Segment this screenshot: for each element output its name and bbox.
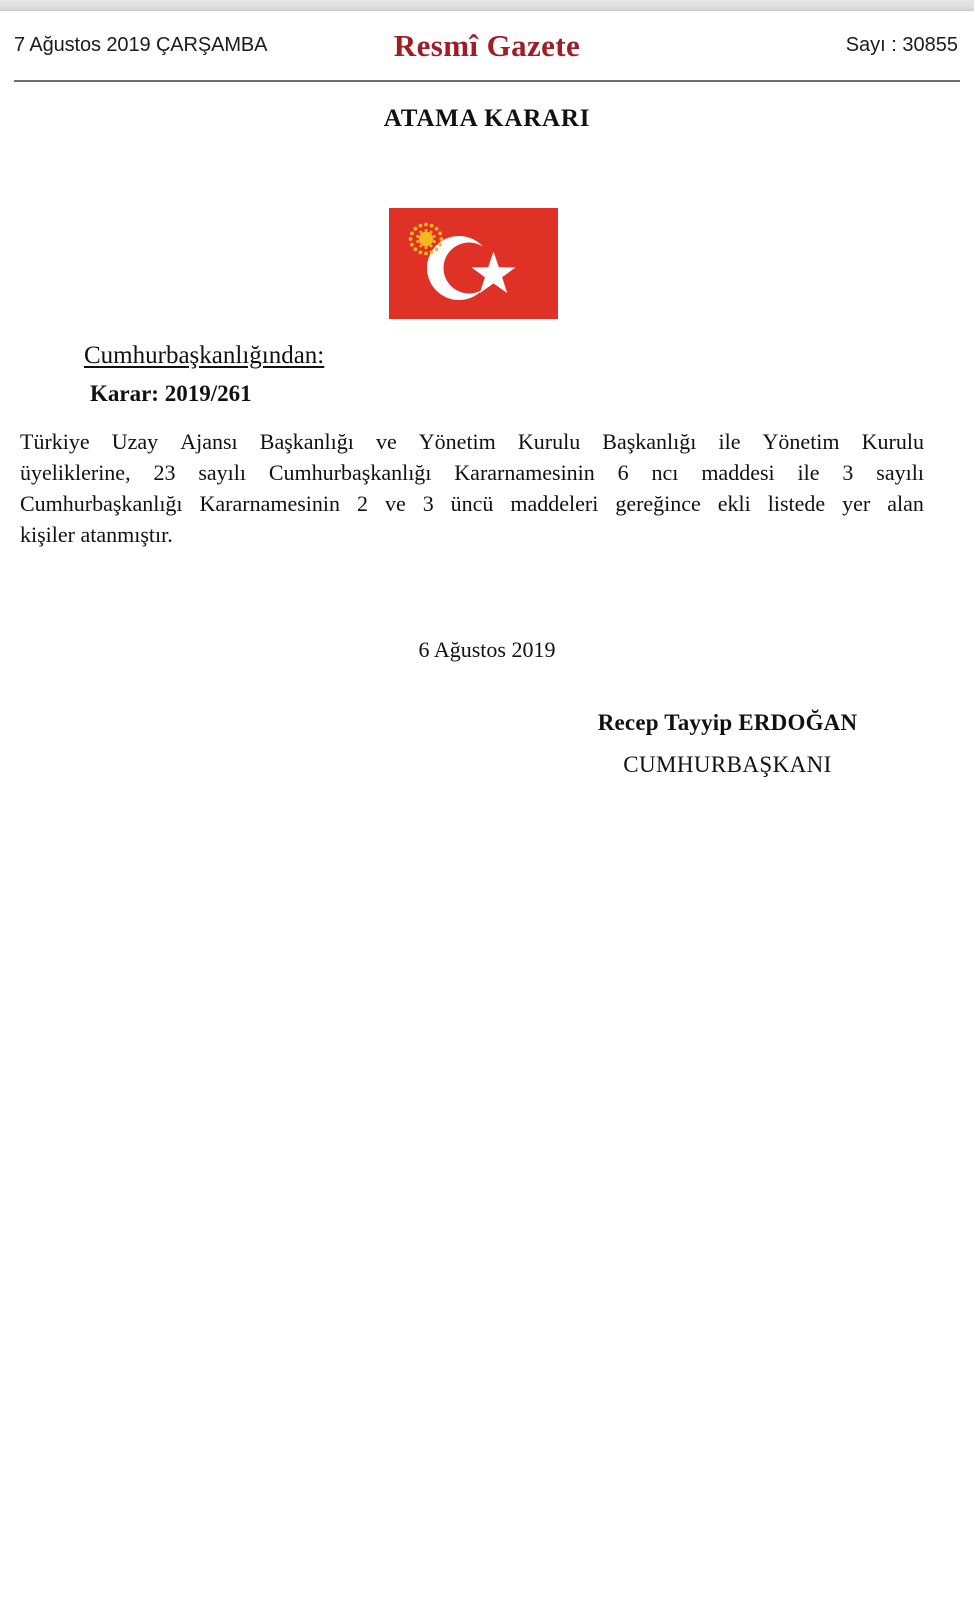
browser-chrome-bar [0,0,974,11]
body-word: ve [384,491,406,516]
body-word: Uzay [111,429,159,454]
body-word: kişiler atanmıştır. [20,522,173,547]
masthead [0,28,974,72]
document-page [0,12,974,1600]
body-word: 3 [422,491,434,516]
body-word: ile [718,429,741,454]
body-word: Yönetim [418,429,496,454]
body-word: listede [767,491,826,516]
masthead-divider [14,80,960,82]
issuing-authority: Cumhurbaşkanlığından: [84,342,325,369]
masthead-title: Resmî Gazete [393,28,581,63]
body-word: alan [887,491,924,516]
body-word: ile [797,460,820,485]
body-word: Yönetim [762,429,840,454]
body-word: gereğince [615,491,701,516]
body-word: üncü [450,491,494,516]
body-word: yer [842,491,871,516]
body-word: Kararnamesinin [454,460,595,485]
turkish-flag-icon [389,208,558,319]
decision-number: Karar: 2019/261 [90,381,252,406]
body-word: Cumhurbaşkanlığı [268,460,432,485]
decision-body-line [20,426,924,457]
decision-body-line [20,457,924,488]
body-word: ekli [717,491,751,516]
body-word: Kurulu [517,429,581,454]
decision-body-line [20,519,924,550]
body-word: Başkanlığı [602,429,697,454]
body-word: sayılı [198,460,246,485]
body-word: ncı [651,460,679,485]
signatory-name: Recep Tayyip ERDOĞAN [597,710,858,735]
signatory-title: CUMHURBAŞKANI [623,752,832,777]
body-word: üyeliklerine, [20,460,131,485]
body-word: Ajansı [180,429,238,454]
body-word: ve [375,429,397,454]
body-word: 2 [356,491,368,516]
signature-date: 6 Ağustos 2019 [418,637,556,662]
body-word: Başkanlığı [259,429,354,454]
decision-body [20,426,924,550]
body-word: Kararnamesinin [199,491,341,516]
body-word: Kurulu [861,429,924,454]
body-word: maddeleri [510,491,599,516]
masthead-date: 7 Ağustos 2019 ÇARŞAMBA [14,34,268,56]
body-word: 3 [842,460,854,485]
masthead-issue-number: Sayı : 30855 [845,34,958,56]
body-word: maddesi [701,460,775,485]
body-word: 23 [153,460,176,485]
signature-block [500,710,955,778]
body-word: 6 [617,460,629,485]
body-word: Türkiye [20,429,90,454]
body-word: sayılı [876,460,924,485]
body-word: Cumhurbaşkanlığı [20,491,183,516]
page-title: ATAMA KARARI [383,105,591,132]
decision-body-line [20,488,924,519]
